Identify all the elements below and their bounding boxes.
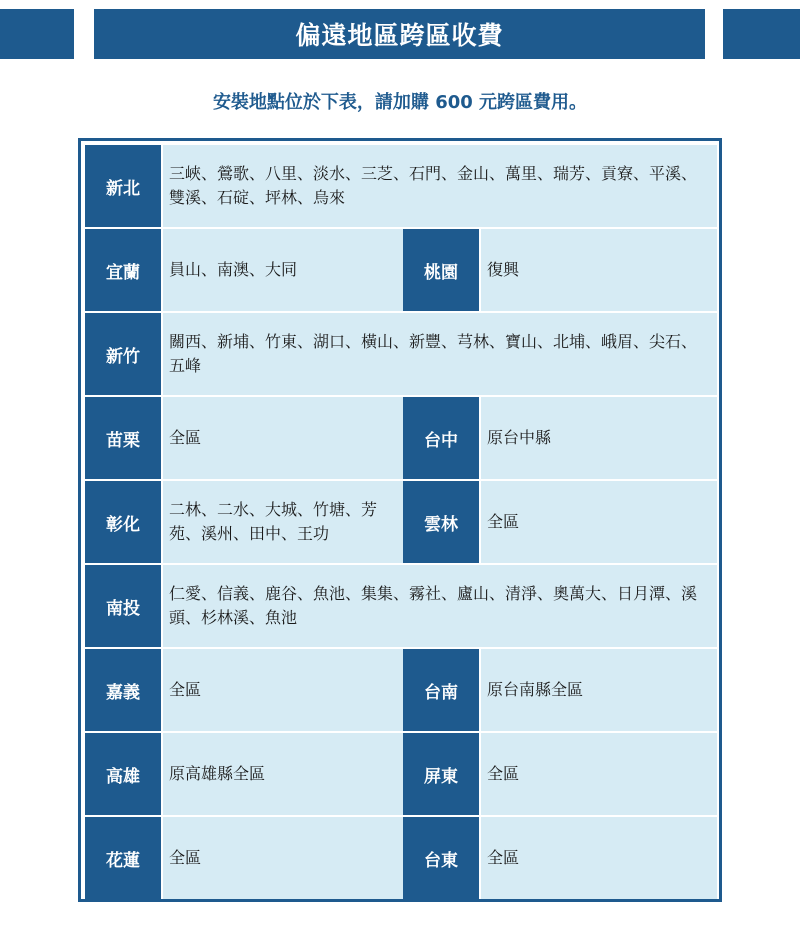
table-row: [85, 229, 717, 312]
region-label: 台東: [403, 817, 479, 899]
region-label: 新北: [85, 145, 161, 227]
region-towns: 全區: [163, 817, 403, 899]
table-row: [85, 733, 717, 816]
region-label: 台中: [403, 397, 479, 479]
region-towns: 關西、新埔、竹東、湖口、橫山、新豐、芎林、寶山、北埔、峨眉、尖石、五峰: [163, 313, 717, 395]
region-towns: 員山、南澳、大同: [163, 229, 403, 311]
region-towns: 全區: [163, 397, 403, 479]
table-row: [85, 817, 717, 900]
region-towns: 全區: [481, 733, 717, 815]
region-towns: 復興: [481, 229, 717, 311]
region-label: 桃園: [403, 229, 479, 311]
region-towns: 全區: [481, 481, 717, 563]
page-title: 偏遠地區跨區收費: [295, 21, 504, 50]
table-row: [85, 397, 717, 480]
region-label: 嘉義: [85, 649, 161, 731]
region-label: 高雄: [85, 733, 161, 815]
region-fee-table-body: [85, 145, 717, 897]
region-fee-table: [78, 138, 722, 902]
region-label: 新竹: [85, 313, 161, 395]
table-row: [85, 313, 717, 396]
region-label: 台南: [403, 649, 479, 731]
region-towns: 全區: [481, 817, 717, 899]
region-towns: 全區: [163, 649, 403, 731]
table-row: [85, 565, 717, 648]
header-left-bar: [0, 9, 74, 59]
page-subtitle: 安裝地點位於下表，請加購 600 元跨區費用。: [212, 92, 588, 113]
region-towns: 仁愛、信義、鹿谷、魚池、集集、霧社、廬山、清淨、奧萬大、日月潭、溪頭、杉林溪、魚池: [163, 565, 717, 647]
table-row: [85, 481, 717, 564]
region-label: 南投: [85, 565, 161, 647]
header-title-box: [94, 9, 705, 59]
region-label: 苗栗: [85, 397, 161, 479]
table-row: [85, 145, 717, 228]
table-row: [85, 649, 717, 732]
region-towns: 三峽、鶯歌、八里、淡水、三芝、石門、金山、萬里、瑞芳、貢寮、平溪、雙溪、石碇、坪林、烏來: [163, 145, 717, 227]
region-label: 屏東: [403, 733, 479, 815]
region-towns: 原台南縣全區: [481, 649, 717, 731]
region-label: 彰化: [85, 481, 161, 563]
region-label: 雲林: [403, 481, 479, 563]
region-label: 宜蘭: [85, 229, 161, 311]
region-towns: 原台中縣: [481, 397, 717, 479]
region-label: 花蓮: [85, 817, 161, 899]
region-towns: 二林、二水、大城、竹塘、芳苑、溪州、田中、王功: [163, 481, 403, 563]
region-towns: 原高雄縣全區: [163, 733, 403, 815]
header-right-bar: [723, 9, 800, 59]
